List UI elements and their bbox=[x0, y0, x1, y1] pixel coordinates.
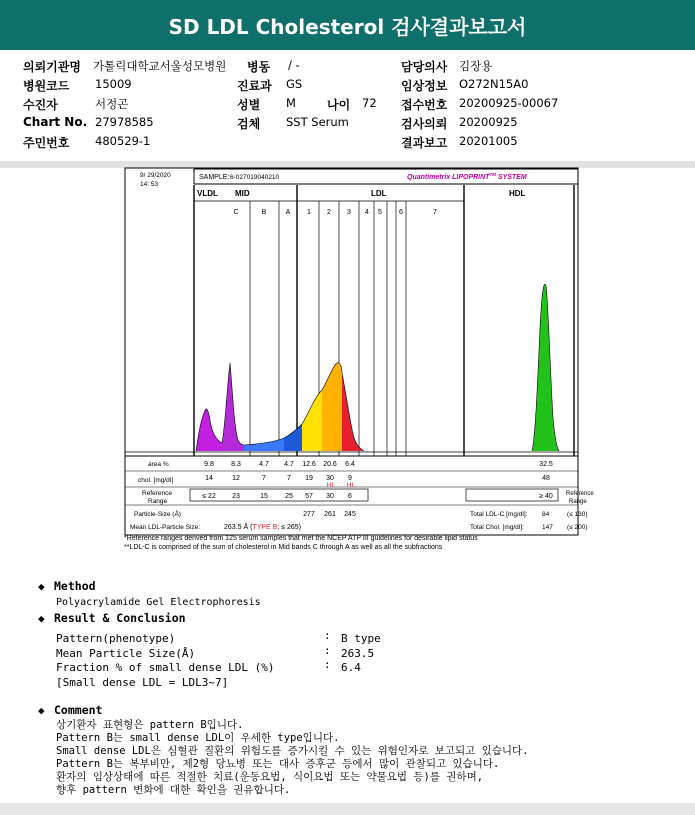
result-value: 6.4 bbox=[341, 661, 361, 674]
total-ldl-label: Total LDL-C [mg/dl]: bbox=[470, 511, 528, 518]
result-colon: : bbox=[324, 644, 331, 657]
request-label: 검사의뢰 bbox=[401, 117, 448, 131]
band-label: 5 bbox=[378, 209, 382, 216]
band-label: C bbox=[233, 209, 239, 216]
area-value: 12.6 bbox=[302, 461, 316, 468]
chol-value: 30 bbox=[326, 475, 334, 482]
row-label-mean: Mean LDL-Particle Size: bbox=[130, 524, 201, 531]
dept-label: 진료과 bbox=[237, 79, 272, 93]
report-date-label: 결과보고 bbox=[401, 136, 448, 150]
section-vldl: VLDL bbox=[197, 189, 218, 198]
doctor-value: 김장용 bbox=[459, 59, 493, 73]
receipt-value: 20200925-00067 bbox=[459, 96, 559, 110]
dept-value: GS bbox=[286, 77, 303, 91]
diamond-bullet-icon: ◆ bbox=[38, 704, 45, 717]
ref-value: 23 bbox=[232, 493, 240, 500]
chol-value-hdl: 48 bbox=[542, 475, 550, 482]
band-label: 7 bbox=[433, 209, 437, 216]
age-label: 나이 bbox=[327, 98, 351, 112]
request-value: 20200925 bbox=[459, 115, 518, 129]
size-value: 261 bbox=[324, 511, 336, 518]
method-text: Polyacrylamide Gel Electrophoresis bbox=[56, 597, 261, 608]
mean-size-type: TYPE B bbox=[252, 524, 278, 531]
chart-footnotes bbox=[124, 535, 604, 552]
total-ldl-ref: (≤ 130) bbox=[567, 511, 588, 518]
patient-label: 수진자 bbox=[23, 98, 58, 112]
patient-info-panel bbox=[0, 52, 695, 160]
result-value: 263.5 bbox=[341, 647, 375, 660]
diamond-bullet-icon: ◆ bbox=[38, 612, 45, 625]
lipoprint-chart bbox=[124, 168, 594, 540]
result-label: Pattern(phenotype) bbox=[56, 632, 176, 645]
chol-value: 9 bbox=[348, 475, 352, 482]
report-title: SD LDL Cholesterol 검사결과보고서 bbox=[0, 0, 695, 50]
result-colon: : bbox=[324, 629, 331, 642]
institution-label: 의뢰기관명 bbox=[23, 60, 81, 74]
sample-label: SAMPLE: bbox=[199, 174, 230, 181]
row-label-size: Particle-Size (Å) bbox=[134, 511, 181, 518]
mean-size-value: 263.5 Å ( bbox=[224, 524, 253, 531]
result-title: Result & Conclusion bbox=[54, 611, 186, 625]
chart-date: 9/ 29/2020 bbox=[140, 172, 171, 179]
band-label: 4 bbox=[365, 209, 369, 216]
ward-value: / - bbox=[288, 58, 300, 72]
chol-value: 12 bbox=[232, 475, 240, 482]
ref-value: 25 bbox=[285, 493, 293, 500]
chart-time: 14: 53 bbox=[140, 181, 159, 188]
mean-size bbox=[224, 522, 301, 531]
clinical-label: 임상정보 bbox=[401, 79, 448, 93]
section-mid: MID bbox=[235, 189, 250, 198]
chol-value: 14 bbox=[205, 475, 213, 482]
ward-label: 병동 bbox=[247, 60, 271, 74]
comment-line: Small dense LDL은 심혈관 질환의 위험도를 증가시킬 수 있는 위험인자로 보고되고 있습니다. bbox=[56, 745, 529, 757]
ref-value: ≤ 22 bbox=[202, 493, 216, 500]
chol-value: 19 bbox=[305, 475, 313, 482]
sex-label: 성별 bbox=[237, 98, 261, 112]
size-value: 245 bbox=[344, 511, 356, 518]
institution-value: 가톨릭대학교서울성모병원 bbox=[93, 59, 227, 73]
area-value: 9.8 bbox=[204, 461, 214, 468]
result-header bbox=[38, 611, 186, 625]
band-label: 3 bbox=[347, 209, 351, 216]
receipt-label: 접수번호 bbox=[401, 98, 448, 112]
comment-title: Comment bbox=[54, 703, 103, 717]
rrn-label: 주민번호 bbox=[23, 136, 70, 150]
section-hdl: HDL bbox=[509, 189, 526, 198]
system-name-text: Quantimetrix LIPOPRINT bbox=[407, 174, 490, 181]
section-ldl: LDL bbox=[371, 189, 387, 198]
comment-line: Pattern B는 small dense LDL이 우세한 type입니다. bbox=[56, 732, 340, 744]
doctor-label: 담당의사 bbox=[401, 60, 448, 74]
total-chol-ref: (≤ 200) bbox=[567, 524, 588, 531]
band-label: 1 bbox=[307, 209, 311, 216]
area-value: 4.7 bbox=[259, 461, 269, 468]
sex-value: M bbox=[286, 96, 296, 110]
row-label-ref: Reference bbox=[142, 490, 172, 497]
chol-value: 7 bbox=[287, 475, 291, 482]
clinical-value: O272N15A0 bbox=[459, 77, 529, 91]
hospital-code-label: 병원코드 bbox=[23, 79, 70, 93]
age-value: 72 bbox=[362, 96, 377, 110]
comment-line: Pattern B는 복부비만, 제2형 당뇨병 또는 대사 증후군 등에서 많이 관찰되고 있습니다. bbox=[56, 758, 500, 770]
area-value: 6.4 bbox=[345, 461, 355, 468]
area-value: 4.7 bbox=[284, 461, 294, 468]
chol-value: 7 bbox=[262, 475, 266, 482]
ref-value-hdl: ≥ 40 bbox=[539, 493, 553, 500]
row-label-range: Range bbox=[148, 498, 168, 505]
method-title: Method bbox=[54, 579, 96, 593]
band-label: A bbox=[285, 209, 291, 216]
mean-size-ref: ; ≤ 265) bbox=[277, 524, 302, 531]
band-label: B bbox=[261, 209, 267, 216]
system-tm: TM bbox=[489, 172, 496, 177]
chart-no-value: 27978585 bbox=[95, 115, 154, 129]
result-value: B type bbox=[341, 632, 381, 645]
result-note: [Small dense LDL = LDL3~7] bbox=[56, 676, 229, 689]
ref-range-right-1: Reference bbox=[566, 491, 594, 497]
size-value: 277 bbox=[303, 511, 315, 518]
total-chol-value: 147 bbox=[542, 524, 553, 531]
method-header bbox=[38, 579, 96, 593]
chart-no-label: Chart No. bbox=[23, 115, 88, 129]
row-label-chol: chol. [mg/dl] bbox=[138, 477, 174, 484]
area-value: 8.3 bbox=[231, 461, 241, 468]
footnote: *Reference ranges derived from 125 serum samples that met the NCEP ATP III guidelines for desirable lipid status bbox=[124, 535, 478, 542]
comment-line: 상기환자 표현형은 pattern B입니다. bbox=[56, 719, 244, 731]
comment-line: 향후 pattern 변화에 대한 확인을 권유합니다. bbox=[56, 784, 291, 796]
result-label: Fraction % of small dense LDL (%) bbox=[56, 661, 275, 674]
hi-flag: HI bbox=[346, 482, 354, 489]
total-ldl-value: 84 bbox=[542, 511, 550, 518]
row-label-area: area % bbox=[148, 461, 169, 468]
ref-value: 30 bbox=[326, 493, 334, 500]
report-date-value: 20201005 bbox=[459, 134, 518, 148]
result-colon: : bbox=[324, 658, 331, 671]
hi-flag: HI bbox=[326, 482, 334, 489]
ref-value: 57 bbox=[305, 493, 313, 500]
band-label: 2 bbox=[327, 209, 331, 216]
comment-line: 환자의 임상상태에 따른 적절한 치료(운동요법, 식이요법 또는 약물요법 등)를 권하며, bbox=[56, 771, 484, 783]
section-divider bbox=[0, 161, 695, 168]
ref-value: 6 bbox=[348, 493, 352, 500]
comment-header bbox=[38, 703, 102, 717]
result-label: Mean Particle Size(Å) bbox=[56, 647, 196, 660]
system-suffix: SYSTEM bbox=[495, 174, 527, 181]
bottom-bar bbox=[0, 803, 695, 815]
diamond-bullet-icon: ◆ bbox=[38, 580, 45, 593]
total-chol-label: Total Chol. [mg/dl]: bbox=[470, 524, 524, 531]
hospital-code-value: 15009 bbox=[95, 77, 132, 91]
area-value-hdl: 32.5 bbox=[539, 461, 553, 468]
specimen-value: SST Serum bbox=[286, 115, 349, 129]
specimen-label: 검체 bbox=[237, 117, 261, 131]
chart-frame bbox=[125, 168, 578, 456]
ref-range-right-2: Range bbox=[569, 499, 587, 505]
patient-value: 서정곤 bbox=[95, 97, 129, 111]
sample-id: 6-027019040210 bbox=[230, 174, 280, 181]
system-name bbox=[407, 172, 527, 181]
footnote: **LDL-C is comprised of the sum of cholesterol in Mid bands C through A as well as all the subfractions bbox=[124, 543, 443, 551]
size-values bbox=[303, 511, 356, 518]
area-value: 20.6 bbox=[323, 461, 337, 468]
ref-value: 15 bbox=[260, 493, 268, 500]
band-label: 6 bbox=[399, 209, 403, 216]
rrn-value: 480529-1 bbox=[95, 134, 151, 148]
